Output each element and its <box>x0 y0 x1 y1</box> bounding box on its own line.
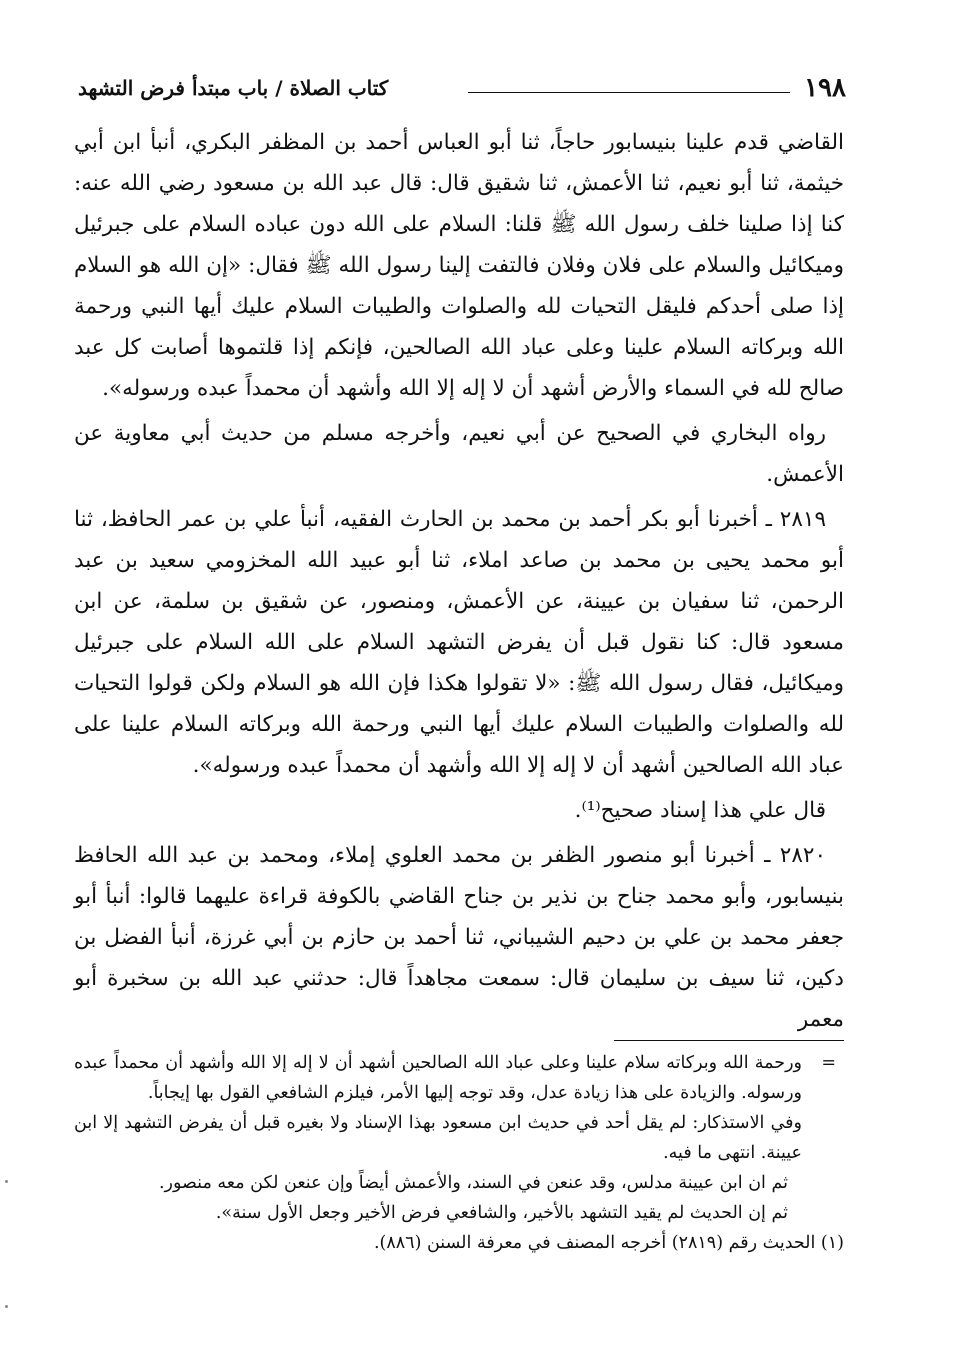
page-number: ١٩٨ <box>804 73 846 103</box>
footnote-tadlis: ثم ان ابن عيينة مدلس، وقد عنعن في السند، والأعمش أيضاً وإن عنعن لكن معه منصور. <box>158 1173 788 1193</box>
running-title: كتاب الصلاة / باب مبتدأ فرض التشهد <box>78 76 389 100</box>
hadith-2820: ٢٨٢٠ ـ أخبرنا أبو منصور الظفر بن محمد العلوي إملاء، ومحمد بن عبد الله الحافظ بنيسابور، وأبو محمد جناح بن نذير بن جناح القاضي بالكوفة قراءة عليهما قالوا: أنبأ أبو جعفر محمد بن علي بن دحيم الشيباني، ثنا أحمد بن حازم بن أبي غرزة، أنبأ الفضل بن دكين، ثنا سيف بن سليمان قال: سمعت مجاهداً قال: حدثني عبد الله بن سخبرة أبو معمر <box>74 843 844 1032</box>
footnote-separator <box>614 1040 844 1041</box>
paragraph-riwayah: رواه البخاري في الصحيح عن أبي نعيم، وأخرجه مسلم من حديث أبي معاوية عن الأعمش. <box>74 421 844 487</box>
footnote-continuation-text: ورحمة الله وبركاته سلام علينا وعلى عباد الله الصالحين أشهد أن لا إله إلا الله وأشهد أن محمداً عبده ورسوله. والزيادة على هذا زيادة عدل، وقد توجه إليها الأمر، فيلزم الشافعي القول بها إيجاباً. <box>74 1053 802 1103</box>
footnote-1: (١) الحديث رقم (٢٨١٩) أخرجه المصنف في معرفة السنن (٨٨٦). <box>373 1233 844 1253</box>
footnotes <box>74 1048 844 1258</box>
page-header <box>78 70 846 106</box>
scan-speck <box>5 1180 8 1183</box>
hadith-2819: ٢٨١٩ ـ أخبرنا أبو بكر أحمد بن محمد بن الحارث الفقيه، أنبأ علي بن عمر الحافظ، ثنا أبو محمد يحيى بن محمد بن صاعد املاء، ثنا أبو عبيد الله المخزومي سعيد بن عبد الرحمن، ثنا سفيان بن عيينة، عن الأعمش، ومنصور، عن شقيق بن سلمة، عن ابن مسعود قال: كنا نقول قبل أن يفرض التشهد السلام على الله السلام على جبرئيل وميكائيل، فقال رسول الله ﷺ: «لا تقولوا هكذا فإن الله هو السلام ولكن قولوا التحيات لله والصلوات والطيبات السلام عليك أيها النبي ورحمة الله وبركاته السلام علينا على عباد الله الصالحين أشهد أن لا إله إلا الله وأشهد أن محمداً عبده ورسوله». <box>74 507 844 778</box>
continuation-mark: = <box>821 1053 836 1073</box>
paragraph-continuation: القاضي قدم علينا بنيسابور حاجاً، ثنا أبو العباس أحمد بن المظفر البكري، أنبأ ابن أبي خيثمة، ثنا أبو نعيم، ثنا الأعمش، ثنا شقيق قال: قال عبد الله بن مسعود رضي الله عنه: كنا إذا صلينا خلف رسول الله ﷺ قلنا: السلام على الله دون عباده السلام على جبرئيل وميكائيل والسلام على فلان وفلان فالتفت إلينا رسول الله ﷺ فقال: «إن الله هو السلام إذا صلى أحدكم فليقل التحيات لله والصلوات والطيبات السلام عليك أيها النبي ورحمة الله وبركاته السلام علينا وعلى عباد الله الصالحين، فإنكم إذا قلتموها أصابت كل عبد صالح لله في السماء والأرض أشهد أن لا إله إلا الله وأشهد أن محمداً عبده ورسوله». <box>74 130 844 401</box>
footnote-tashahhud: ثم إن الحديث لم يقيد التشهد بالأخير، والشافعي فرض الأخير وجعل الأول سنة». <box>215 1203 788 1223</box>
grading-note: قال علي هذا إسناد صحيح⁽¹⁾. <box>574 798 826 823</box>
scan-speck <box>5 1305 8 1308</box>
header-rule <box>468 92 790 93</box>
footnote-istidhkar: وفي الاستذكار: لم يقل أحد في حديث ابن مسعود بهذا الإسناد ولا بغيره قبل أن يفرض التشهد إلا ابن عيينة. انتهى ما فيه. <box>74 1113 802 1163</box>
footnote-continuation <box>74 1048 844 1108</box>
main-text <box>74 122 844 1044</box>
